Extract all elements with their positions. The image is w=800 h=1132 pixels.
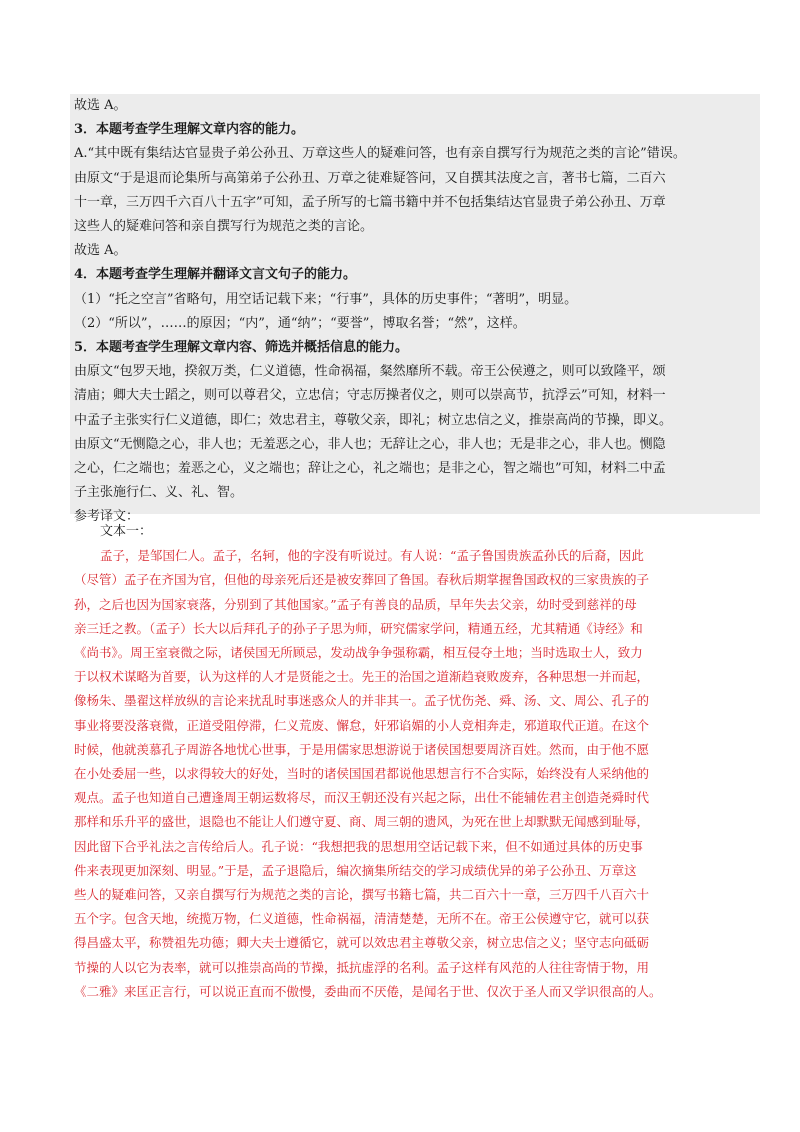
translation-line: 观点。孟子也知道自己遭逢周王朝运数将尽，而汉王朝还没有兴起之际，出仕不能辅佐君主创造尧舜时代 (74, 790, 650, 806)
answer-line: 由原文“包罗天地，揆叙万类，仁义道德，性命祸福，粲然靡所不载。帝王公侯遵之，则可以致隆平，颂 (74, 364, 666, 380)
translation-line: 在小处委屈一些，以求得较大的好处，当时的诸侯国国君都说他思想言行不合实际，始终没有人采纳他的 (74, 766, 650, 782)
answer-line: （2）“所以”，……的原因；“内”，通“纳”；“要誉”，博取名誉；“然”，这样。 (74, 315, 526, 331)
reference-translation (74, 520, 734, 1004)
answer-line: 十一章，三万四千六百八十五字”可知，孟子所写的七篇书籍中并不包括集结达官显贵子弟公孙丑、万章 (74, 194, 666, 210)
answer-line: A.“其中既有集结达官显贵子弟公孙丑、万章这些人的疑难问答，也有亲自撰写行为规范之类的言论”错误。 (74, 146, 686, 162)
answer-line: 4．本题考查学生理解并翻译文言文句子的能力。 (74, 267, 357, 283)
translation-line: 像杨朱、墨翟这样放纵的言论来扰乱时事迷惑众人的并非其一。孟子忧伤尧、舜、汤、文、周公、孔子的 (74, 693, 650, 709)
translation-line: 得昌盛太平，称赞祖先功德；卿大夫士遵循它，就可以效忠君主尊敬父亲，树立忠信之义；坚守志向砥砺 (74, 935, 650, 951)
translation-line: 于以权术谋略为首要，认为这样的人才是贤能之士。先王的治国之道渐趋衰败废弃，各种思想一并而起， (74, 669, 650, 685)
translation-line: 些人的疑难问答，又亲自撰写行为规范之类的言论，撰写书籍七篇，共二百六十一章，三万四千八百六十 (74, 887, 650, 903)
answer-line: 清庙；卿大夫士蹈之，则可以尊君父，立忠信；守志厉操者仪之，则可以崇高节，抗浮云”可知，材料一 (74, 388, 666, 404)
answer-line: 这些人的疑难问答和亲自撰写行为规范之类的言论。 (74, 219, 374, 235)
translation-line: 事业将要没落衰微，正道受阻停滞，仁义荒废、懈怠，奸邪谄媚的小人竞相奔走，邪道取代正道。在这个 (74, 717, 650, 733)
translation-line: 那样和乐升平的盛世，退隐也不能让人们遵守夏、商、周三朝的遗风，为死在世上却默默无闻感到耻辱， (74, 814, 650, 830)
translation-line: 《二雅》来匡正言行，可以说正直而不傲慢，委曲而不厌倦，是闻名于世、仅次于圣人而又学识很高的人。 (74, 983, 662, 999)
answer-line: 由原文“无恻隐之心，非人也；无羞恶之心，非人也；无辞让之心，非人也；无是非之心，非人也。恻隐 (74, 436, 666, 452)
translation-lines (74, 544, 734, 1004)
translation-line: 五个字。包含天地，统揽万物，仁义道德，性命祸福，清清楚楚，无所不在。帝王公侯遵守它，就可以获 (74, 911, 650, 927)
translation-line: 孙，之后也因为国家衰落，分别到了其他国家。”孟子有善良的品质，早年失去父亲，幼时受到慈祥的母 (74, 596, 637, 612)
answer-line: 之心，仁之端也；羞恶之心，义之端也；辞让之心，礼之端也；是非之心，智之端也”可知，材料二中孟 (74, 461, 666, 477)
answer-line: 中孟子主张实行仁义道德，即仁；效忠君主，尊敬父亲，即礼；树立忠信之义，推崇高尚的节操，即义。 (74, 412, 673, 428)
translation-line: 因此留下合乎礼法之言传给后人。孔子说：“我想把我的思想用空话记载下来，但不如通过具体的历史事 (74, 838, 643, 854)
answer-line: 参考译文： (74, 509, 140, 525)
answer-line: 3．本题考查学生理解文章内容的能力。 (74, 122, 305, 138)
answer-line: （1）“托之空言”省略句，用空话记载下来；“行事”，具体的历史事件；“著明”，明显。 (74, 291, 578, 307)
translation-line: 节操的人以它为表率，就可以推崇高尚的节操，抵抗虚浮的名利。孟子这样有风范的人往往寄情于物，用 (74, 959, 650, 975)
translation-line: 亲三迁之教。（孟子）长大以后拜孔子的孙子子思为师，研究儒家学问，精通五经，尤其精通《诗经》和 (74, 620, 643, 636)
answer-line: 5．本题考查学生理解文章内容、筛选并概括信息的能力。 (74, 340, 409, 356)
answer-explanations (74, 94, 764, 530)
answer-line: 故选 A。 (74, 98, 127, 113)
translation-line: 时候，他就羡慕孔子周游各地忧心世事，于是用儒家思想游说于诸侯国想要周济百姓。然而，由于他不愿 (74, 741, 650, 757)
answer-line: 子主张施行仁、义、礼、智。 (74, 485, 244, 501)
answer-line: 由原文“于是退而论集所与高第弟子公孙丑、万章之徒难疑答问，又自撰其法度之言，著书七篇，二百六 (74, 170, 666, 186)
translation-line: 件来表现更加深刻、明显。”于是，孟子退隐后，编次摘集所结交的学习成绩优异的弟子公孙丑、万章这 (74, 862, 637, 878)
translation-line: 孟子，是邹国仁人。孟子，名轲，他的字没有听说过。有人说：“孟子鲁国贵族孟孙氏的后裔，因此 (100, 548, 644, 564)
translation-line: 《尚书》。周王室衰微之际，诸侯国无所顾忌，发动战争争强称霸，相互侵夺土地；当时选取士人，致力 (74, 645, 643, 661)
answer-line: 故选 A。 (74, 243, 127, 259)
translation-line: （尽管）孟子在齐国为官，但他的母亲死后还是被安葬回了鲁国。春秋后期掌握鲁国政权的三家贵族的子 (74, 572, 650, 588)
translation-subheading: 文本一： (100, 524, 153, 539)
